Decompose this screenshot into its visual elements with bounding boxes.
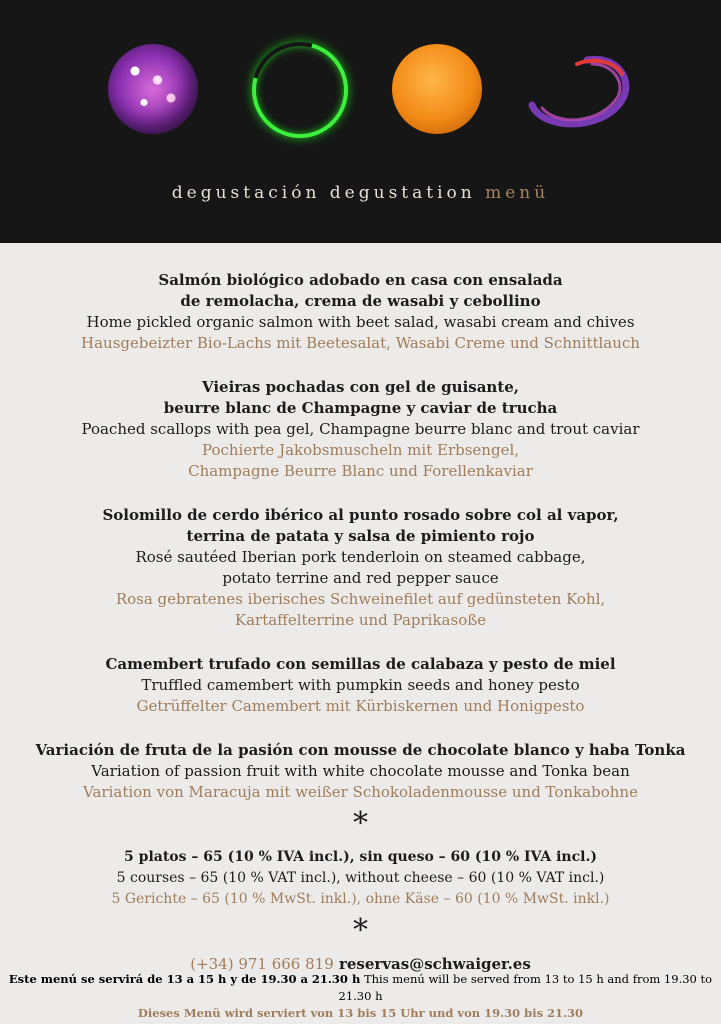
hours-de: Dieses Menü wird serviert von 13 bis 15 Uhr und von 19.30 bis 21.30 [137,1006,584,1020]
dish-name-de: Pochierte Jakobsmuscheln mit Erbsengel, [201,441,520,459]
price-en: 5 courses – 65 (10 % VAT incl.), without cheese – 60 (10 % VAT incl.) [116,870,605,886]
dish-name-en: Rosé sautéed Iberian pork tenderloin on steamed cabbage, [135,548,586,566]
dish-name-en-line2: potato terrine and red pepper sauce [222,569,499,587]
dish-4 [0,654,721,717]
dish-name-en: Home pickled organic salmon with beet salad, wasabi cream and chives [86,313,635,331]
dish-name-es: Solomillo de cerdo ibérico al punto rosado sobre col al vapor, [102,506,619,524]
email-address[interactable]: reservas@schwaiger.es [338,955,531,973]
page-title [0,183,721,203]
hours-es-en [0,971,721,1005]
dish-name-es: Variación de fruta de la pasión con mousse de chocolate blanco y haba Tonka [35,741,686,759]
title-german: menü [485,183,550,203]
dish-name-de-line2: Kartaffelterrine und Paprikasoße [234,611,487,629]
purple-swirl-image [522,50,634,132]
dish-name-de: Hausgebeizter Bio-Lachs mit Beetesalat, Wasabi Creme und Schnittlauch [81,334,640,352]
title-spanish: degustación [171,183,321,203]
menu-body [0,270,721,975]
dish-name-es: Vieiras pochadas con gel de guisante, [201,378,520,396]
dish-name-de-line2: Champagne Beurre Blanc und Forellenkaviar [188,462,533,480]
dish-name-de: Rosa gebratenes iberisches Schweinefilet auf gedünsteten Kohl, [115,590,606,608]
dish-name-en: Poached scallops with pea gel, Champagne beurre blanc and trout caviar [81,420,640,438]
serving-hours [0,971,721,1022]
dish-5 [0,740,721,803]
dish-name-es: Salmón biológico adobado en casa con ensalada [158,271,563,289]
purple-sphere-image [108,44,198,134]
price-de: 5 Gerichte – 65 (10 % MwSt. inkl.), ohne Käse – 60 (10 % MwSt. inkl.) [111,891,610,907]
phone-number[interactable]: (+34) 971 666 819 [190,955,334,973]
orange-sphere-image [392,44,482,134]
dish-name-en: Truffled camembert with pumpkin seeds and honey pesto [141,676,580,694]
title-english: degustation [329,183,476,203]
dish-2 [0,377,721,482]
dish-3 [0,505,721,631]
header-banner [0,0,721,243]
price-es: 5 platos – 65 (10 % IVA incl.), sin queso – 60 (10 % IVA incl.) [124,849,597,865]
dish-name-de: Getrüffelter Camembert mit Kürbiskernen und Honigpesto [136,697,585,715]
dish-name-es-line2: de remolacha, crema de wasabi y cebollino [180,292,541,310]
hours-es: Este menú se servirá de 13 a 15 h y de 19.30 a 21.30 h [8,972,361,986]
green-ring-image [234,24,365,155]
asterisk-divider-icon: * [353,806,368,841]
dish-name-es-line2: beurre blanc de Champagne y caviar de trucha [163,399,558,417]
dish-name-es: Camembert trufado con semillas de calabaza y pesto de miel [105,655,616,673]
dish-1 [0,270,721,354]
dish-name-es-line2: terrina de patata y salsa de pimiento rojo [186,527,535,545]
hours-en: This menú will be served from 13 to 15 h and from 19.30 to 21.30 h [338,972,713,1003]
asterisk-divider-icon: * [353,913,368,948]
price-info [0,847,721,910]
dish-name-en: Variation of passion fruit with white chocolate mousse and Tonka bean [91,762,630,780]
dish-name-de: Variation von Maracuja mit weißer Schokoladenmousse und Tonkabohne [83,783,638,801]
